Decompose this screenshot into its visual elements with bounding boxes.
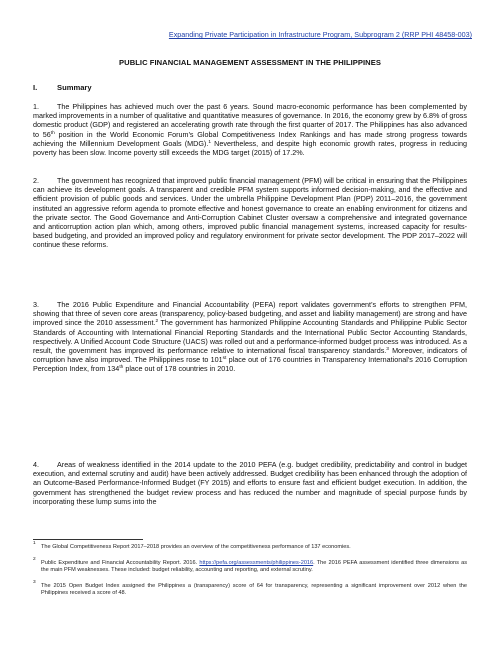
footnote-ref-1: 1 (208, 139, 211, 145)
footnote-3: 3 The 2015 Open Budget Index assigned the Philippines a (transparency) score of 64 for transparency, representing a significant improvement over 2012 when the Philippines received a score of 48. (33, 580, 467, 597)
paragraph-number: 2. (33, 176, 39, 185)
paragraph-4: 4. Areas of weakness identified in the 2014 update to the 2010 PEFA (e.g. budget credibility, predictability and control in budget execution, and external scrutiny and audit) have been actively addressed. Budget credibility has been enhanced through the adoption of an Outcome-Based Performance-Informed Budget (FY 2015) and efforts to ensure fast and efficient budget execution. In addition, the government has strengthened the budget review process and has reduced the number and magnitude of special purpose funds by incorporating these lump sums into the (33, 460, 467, 506)
paragraph-2: 2. The government has recognized that improved public financial management (PFM) will be critical in ensuring that the Philippines can achieve its development goals. A transparent and credible PFM system supports informed decision-making, and the effective and efficient provision of public goods and services. Under the umbrella Philippine Development Plan (PDP) 2011–2016, the government instituted an aggressive reform agenda to promote effective and honest governance to create an enabling environment for citizens and the private sector. The Good Governance and Anti-Corruption Cabinet Cluster oversaw a comprehensive and integrated governance and anticorruption action plan which, among others, improved public financial management systems, increased capacity for results-based budgeting, and provided an improved policy and regulatory environment for private sector development. The PDP 2017–2022 will continue these reforms. (33, 176, 467, 250)
section-heading (33, 83, 92, 92)
paragraph-number: 3. (33, 300, 39, 309)
paragraph-1: 1. The Philippines has achieved much over the past 6 years. Sound macro-economic performance has been complemented by marked improvements in a number of qualitative and quantitative measures of governance. In 2016, the economy grew by 6.8% of gross domestic product (GDP) and registered an accelerating growth rate through the first quarter of 2017. The Philippines has also advanced to 56th position in the World Economic Forum’s Global Competitiveness Index Rankings and has made strong progress towards achieving the Millennium Development Goals (MDG).$^1$ Nevertheless, and despite high economic growth rates, progress in reducing poverty has been slow. Income poverty still exceeds the MDG target (2015) of 17.2%. (33, 102, 468, 158)
footnote-divider (33, 539, 143, 540)
paragraph-number: 4. (33, 460, 39, 469)
paragraph-3: 3. The 2016 Public Expenditure and Financial Accountability (PEFA) report validates government’s efforts to strengthen PFM, showing that three of seven core areas (transparency, policy-based budgeting, and asset and liability management) are strong and have improved since the 2010 assessment.$^2$ The government has harmonized Philippine Accounting Standards and Philippine Public Sector Standards of Accounting with International Financial Reporting Standards and the International Public Sector Accounting Standards, respectively. A Unified Account Code Structure (UACS) was rolled out and a performance-informed budget process was introduced. As a result, the government has improved its performance relative to international fiscal transparency standards.$^3$ Moreover, indicators of corruption have also improved. The Philippines rose to 101st place out of 176 countries in Transparency International’s 2016 Corruption Perception Index, from 134th place out of 178 countries in 2010. (33, 300, 467, 374)
footnote-1: 1 The Global Competitiveness Report 2017–2018 provides an overview of the competitiveness performance of 137 economies. (33, 541, 351, 550)
footnote-2: 2 Public Expenditure and Financial Accountability Report. 2016. https://pefa.org/assessments/philippines-2016. The 2016 PEFA assessment identified three dimensions as the main PFM weaknesses. These included: budget reliability, accounting and reporting, and external scrutiny. (33, 557, 467, 574)
section-title: Summary (57, 83, 92, 92)
pefa-link[interactable]: https://pefa.org/assessments/philippines-2016 (199, 560, 314, 566)
paragraph-number: 1. (33, 102, 39, 111)
footnote-ref-2: 2 (155, 319, 159, 325)
header-link[interactable]: Expanding Private Participation in Infrastructure Program, Subprogram 2 (RRP PHI 48458-003) (168, 30, 472, 39)
section-number: I. (33, 83, 38, 92)
footnote-ref-3: 3 (386, 347, 389, 353)
page-title: PUBLIC FINANCIAL MANAGEMENT ASSESSMENT IN THE PHILIPPINES (119, 58, 381, 67)
